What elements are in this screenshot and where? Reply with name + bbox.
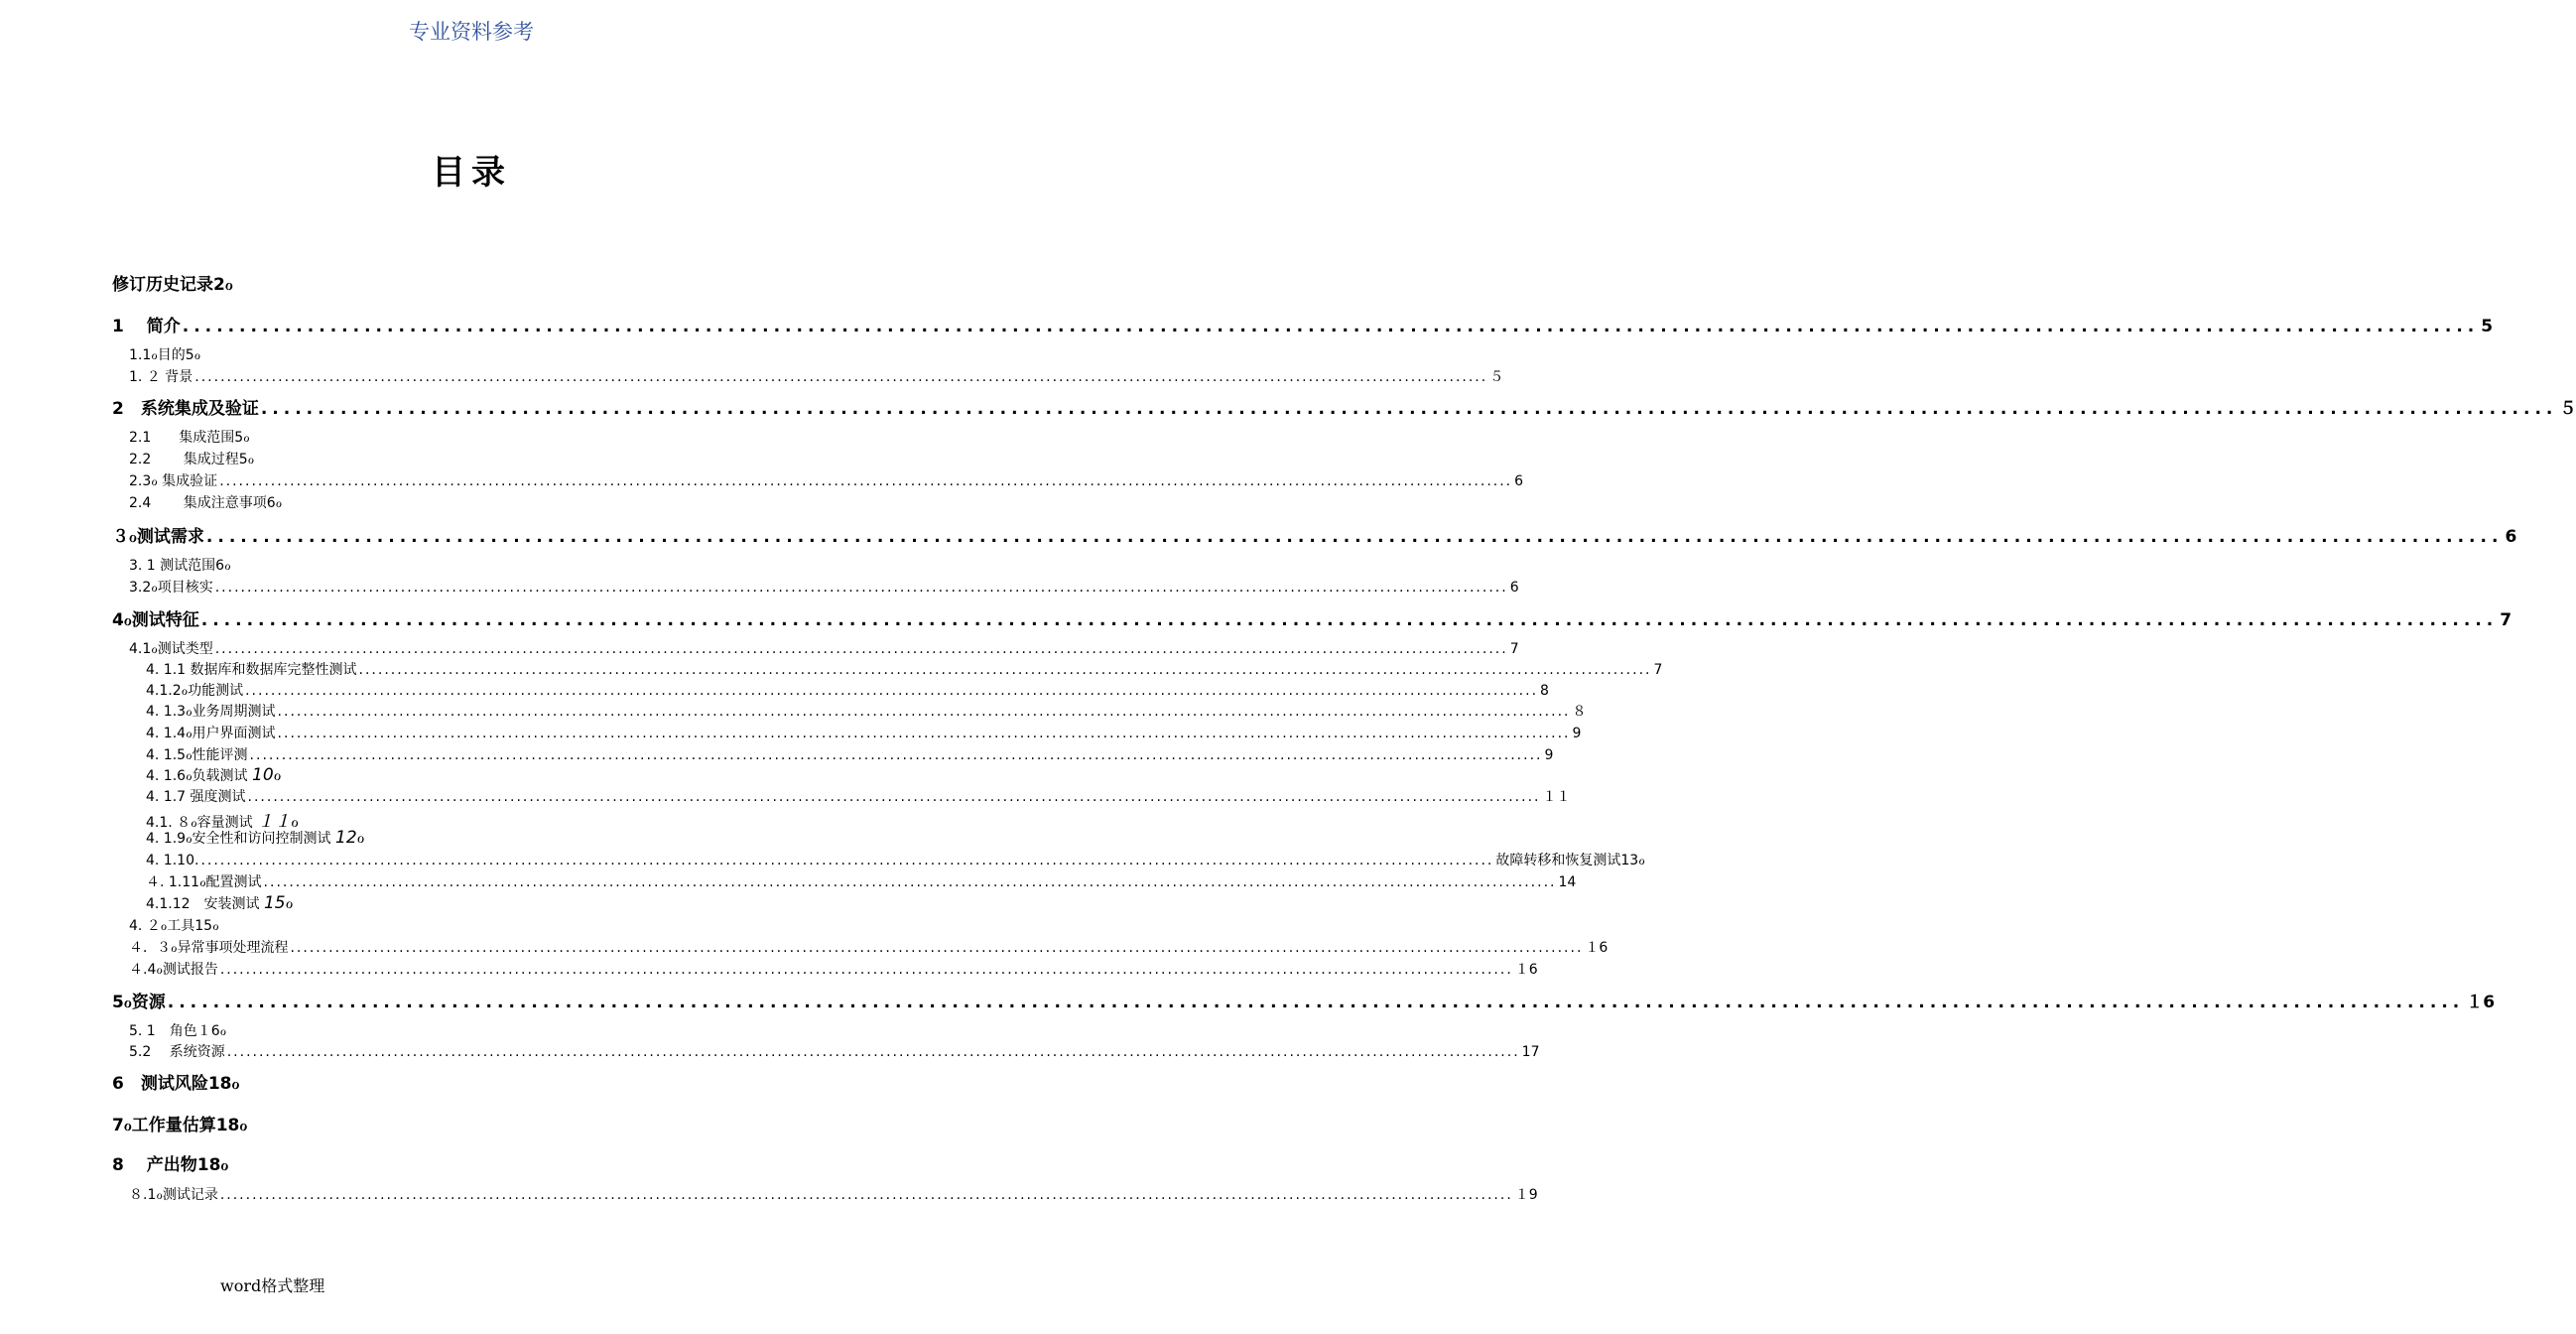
toc-entry-5[interactable]: 5ℴ资源 .......................................................................................................................................................................................................... １6 [112,993,2496,1012]
toc-entry-5-1[interactable]: 5. 1 角色１6ℴ [129,1023,227,1039]
toc-entry-revision-history[interactable]: 修订历史记录2ℴ [112,275,233,295]
toc-entry-8-1[interactable]: ８.1ℴ测试记录 .......................................................................................................................................................................................................... １9 [129,1187,1538,1203]
toc-entry-4[interactable]: 4ℴ测试特征 .......................................................................................................................................................................................................... 7 [112,610,2512,630]
toc-entry-4-1-7[interactable]: 4. 1.7 强度测试 .......................................................................................................................................................................................................... １１ [146,789,1571,805]
toc-entry-4-1-5[interactable]: 4. 1.5ℴ性能评测 .......................................................................................................................................................................................................... 9 [146,747,1554,763]
toc-entry-2-2[interactable]: 2.2 集成过程5ℴ [129,452,255,467]
toc-entry-8[interactable]: 8 产出物18ℴ [112,1155,229,1175]
toc-entry-6[interactable]: 6 测试风险18ℴ [112,1074,240,1094]
toc-entry-1[interactable]: 1 简介 .......................................................................................................................................................................................................... 5 [112,317,2494,336]
toc-entry-4-1-4[interactable]: 4. 1.4ℴ用户界面测试 .......................................................................................................................................................................................................... 9 [146,726,1582,741]
toc-entry-7[interactable]: 7ℴ工作量估算18ℴ [112,1116,248,1135]
toc-entry-3-2[interactable]: 3.2ℴ项目核实 .......................................................................................................................................................................................................... 6 [129,580,1519,596]
toc-entry-4-1-8[interactable]: 4.1. ８ℴ容量测试 １１ℴ [146,812,299,832]
toc-entry-2-4[interactable]: 2.4 集成注意事项6ℴ [129,495,283,511]
page-header: 专业资料参考 [409,20,534,44]
page-footer: word格式整理 [220,1276,325,1295]
toc-entry-4-1[interactable]: 4.1ℴ测试类型 .......................................................................................................................................................................................................... 7 [129,641,1519,657]
toc-entry-4-1-3[interactable]: 4. 1.3ℴ业务周期测试 .......................................................................................................................................................................................................... ８ [146,704,1587,720]
toc-entry-3-1[interactable]: 3. 1 测试范围6ℴ [129,558,231,574]
toc-entry-4-1-12[interactable]: 4.1.12 安装测试 15ℴ [146,893,294,913]
toc-entry-4-1-6[interactable]: 4. 1.6ℴ负载测试 10ℴ [146,765,282,785]
toc-entry-1-1[interactable]: 1.1ℴ目的5ℴ [129,347,201,363]
toc-entry-2-3[interactable]: 2.3ℴ 集成验证 .......................................................................................................................................................................................................... 6 [129,473,1524,489]
toc-entry-1-2[interactable]: 1. ２ 背景 .......................................................................................................................................................................................................... ５ [129,369,1504,385]
toc-entry-4-3[interactable]: ４．３ℴ异常事项处理流程 .......................................................................................................................................................................................................... １6 [129,940,1609,956]
toc-entry-4-1-2[interactable]: 4.1.2ℴ功能测试 .......................................................................................................................................................................................................... 8 [146,683,1549,699]
toc-entry-4-1-1[interactable]: 4. 1.1 数据库和数据库完整性测试 .......................................................................................................................................................................................................... 7 [146,662,1663,678]
toc-entry-4-1-11[interactable]: ４. 1.11ℴ配置测试 .......................................................................................................................................................................................................... 14 [146,874,1577,890]
page-title: 目录 [432,153,511,193]
toc-entry-2-1[interactable]: 2.1 集成范围5ℴ [129,430,250,446]
toc-entry-3[interactable]: ３ℴ测试需求 .......................................................................................................................................................................................................... 6 [112,527,2517,547]
toc-entry-4-4[interactable]: ４.4ℴ测试报告 .......................................................................................................................................................................................................... １6 [129,962,1538,978]
toc-entry-4-1-9[interactable]: 4. 1.9ℴ安全性和访问控制测试 12ℴ [146,828,365,848]
toc-entry-4-1-10[interactable]: 4. 1.10. .......................................................................................................................................................................................................... 故障转移和恢复测试13ℴ [146,853,1645,868]
toc-entry-2[interactable]: 2 系统集成及验证 .......................................................................................................................................................................................................... ５ [112,399,2576,419]
toc-entry-4-2[interactable]: 4. ２ℴ工具15ℴ [129,918,219,934]
toc-entry-5-2[interactable]: 5.2 系统资源 .......................................................................................................................................................................................................... 17 [129,1044,1540,1060]
